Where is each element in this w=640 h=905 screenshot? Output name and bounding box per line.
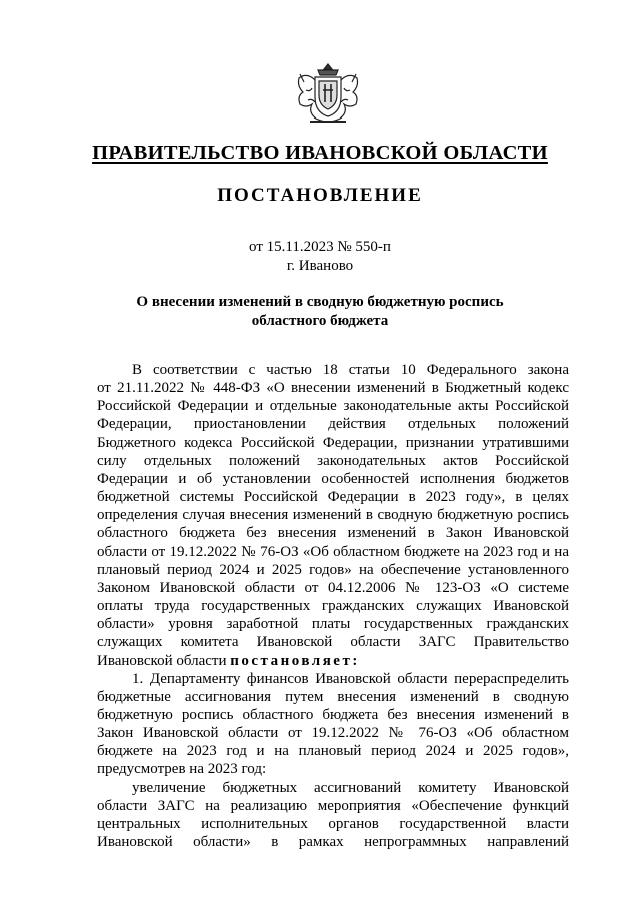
body-line: областного бюджета без внесения изменений в Закон Ивановской <box>97 525 569 542</box>
body-line: Бюджетного кодекса Российской Федерации, признании утратившими <box>97 434 569 451</box>
body-line: бюджетные ассигнования путем внесения изменений в сводную <box>97 688 569 705</box>
body-line: оплаты труда государственных гражданских служащих Ивановской <box>97 598 569 615</box>
body-line: области от 19.12.2022 № 76-ОЗ «Об областном бюджете на 2023 год и на <box>97 543 569 560</box>
subject-line-1: О внесении изменений в сводную бюджетную роспись <box>136 294 504 310</box>
body-line: области ЗАГС на реализацию мероприятия «Обеспечение функций <box>97 797 569 814</box>
city: г. Иваново <box>286 258 354 274</box>
body-line: Федерации, приостановлении действия отдельных положений <box>97 416 569 433</box>
body-line <box>97 652 569 670</box>
body-line: области» уровня заработной платы государственных гражданских <box>97 616 569 633</box>
intro-last-text: Ивановской области <box>97 652 227 669</box>
increase-paragraph <box>97 779 569 852</box>
subject-line-2: областного бюджета <box>251 313 389 329</box>
body-line: определения случая внесения изменений в сводную бюджетную роспись <box>97 507 569 524</box>
body-line: служащих комитета Ивановской области ЗАГС Правительство <box>97 634 569 651</box>
body-line: 1. Департаменту финансов Ивановской области перераспределить <box>132 670 569 687</box>
body-line: центральных исполнительных органов государственной власти <box>97 815 569 832</box>
body-line: бюджете на 2023 год и на плановый период 2024 и 2025 годов», <box>97 743 569 760</box>
document-subject <box>0 293 640 331</box>
body-line: силу отдельных положений законодательных актов Российской <box>97 452 569 469</box>
government-title: ПРАВИТЕЛЬСТВО ИВАНОВСКОЙ ОБЛАСТИ <box>92 142 548 164</box>
body-line: Законом Ивановской области от 04.12.2006 № 123-ОЗ «О системе <box>97 579 569 596</box>
body-line: В соответствии с частью 18 статьи 10 Федерального закона <box>132 362 569 378</box>
body-line: увеличение бюджетных ассигнований комитету Ивановской <box>132 779 569 796</box>
date-number: от 15.11.2023 № 550-п <box>249 239 391 255</box>
item-1-paragraph <box>97 670 569 779</box>
body-line: от 21.11.2022 № 448-ФЗ «О внесении изменений в Бюджетный кодекс <box>97 380 569 397</box>
decree-colon: : <box>352 652 360 669</box>
body-line: Ивановской области» в рамках непрограммных направлений <box>97 834 569 851</box>
body-line: бюджетную роспись областного бюджета без внесения изменений в <box>97 706 569 723</box>
decree-word: постановляет <box>230 652 353 669</box>
intro-paragraph <box>97 361 569 670</box>
document-body <box>97 361 569 851</box>
body-line: плановый период 2024 и 2025 годов» на обеспечение установленного <box>97 561 569 578</box>
body-line: Федерации и об установлении особенностей исполнения бюджетов <box>97 470 569 487</box>
body-line: предусмотрев на 2023 год: <box>97 761 267 778</box>
body-line: Российской Федерации и отдельные законодательные акты Российской <box>97 398 569 415</box>
body-line: Закон Ивановской области от 19.12.2022 № 76-ОЗ «Об областном <box>97 725 569 742</box>
document-type: ПОСТАНОВЛЕНИЕ <box>217 185 423 206</box>
coat-of-arms-icon <box>294 60 362 130</box>
body-line: бюджетной системы Российской Федерации в 2023 году», в целях <box>97 489 569 506</box>
